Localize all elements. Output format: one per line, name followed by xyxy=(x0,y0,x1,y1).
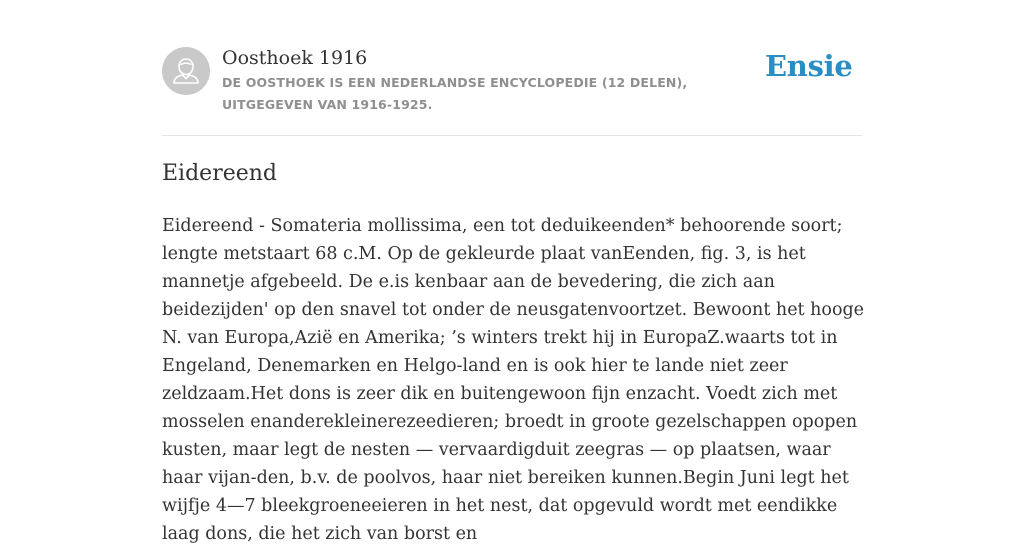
user-silhouette-icon xyxy=(162,47,210,95)
article-body: Eidereend - Somateria mollissima, een tot deduikeenden* behoorende soort; lengte metstaart 68 c.M. Op de gekleurde plaat vanEenden, fig. 3, is het mannetje afgebeeld. De e.is kenbaar aan de bevedering, die zich aan beidezijden' op den snavel tot onder de neusgatenvoortzet. Bewoont het hooge N. van Europa,Azië en Amerika; ’s winters trekt hij in EuropaZ.waarts tot in Engeland, Denemarken en Helgo-land en is ook hier te lande niet zeer zeldzaam.Het dons is zeer dik en buitengewoon fijn enzacht. Voedt zich met mosselen enanderekleinerezeedieren; broedt in groote gezelschappen opopen kusten, maar legt de nesten — vervaardigduit zeegras — op plaatsen, waar haar vijan-den, b.v. de poolvos, haar niet bereiken kunnen.Begin Juni legt het wijfje 4—7 bleekgroeneeieren in het nest, dat opgevuld wordt met eendikke laag dons, die het zich van borst en xyxy=(162,216,865,544)
source-title[interactable]: Oosthoek 1916 xyxy=(222,47,368,69)
ensie-logo[interactable]: Ensie xyxy=(765,49,853,83)
source-description: DE OOSTHOEK IS EEN NEDERLANDSE ENCYCLOPEDIE (12 DELEN), UITGEGEVEN VAN 1916-1925. xyxy=(222,75,688,112)
header-divider xyxy=(162,135,862,136)
article-title: Eidereend xyxy=(162,161,278,186)
source-avatar[interactable] xyxy=(162,47,210,95)
